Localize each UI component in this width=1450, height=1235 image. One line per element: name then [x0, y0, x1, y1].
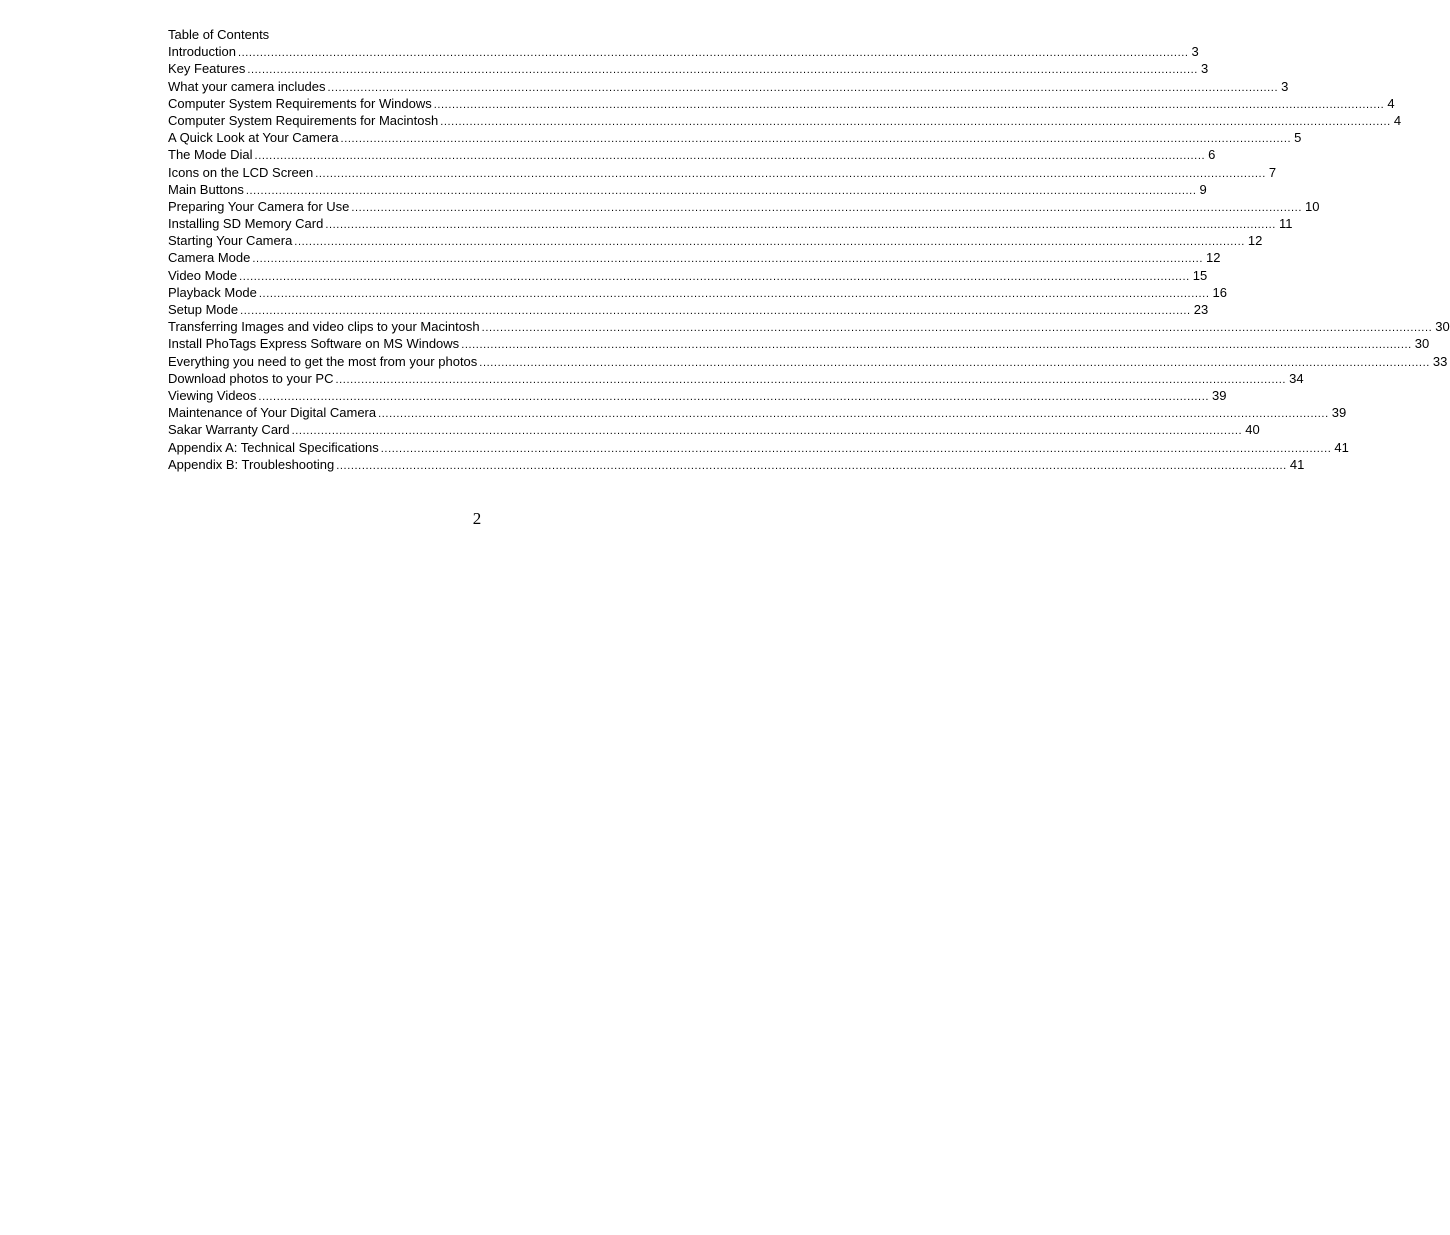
toc-entry[interactable]	[168, 318, 1450, 335]
toc-entry[interactable]	[168, 112, 1402, 129]
dot-leader: ....................................................................................................................................................................................................................................................................	[252, 253, 1203, 266]
toc-entry-label: Camera Mode	[168, 250, 251, 266]
toc-entry-page: 41	[1334, 439, 1349, 455]
toc-entry-page: 39	[1212, 387, 1227, 403]
dot-leader: ....................................................................................................................................................................................................................................................................	[335, 373, 1287, 386]
toc-entry-label: Maintenance of Your Digital Camera	[168, 405, 377, 421]
dot-leader: ....................................................................................................................................................................................................................................................................	[440, 115, 1391, 128]
toc-entry-label: Icons on the LCD Screen	[168, 164, 314, 180]
dot-leader: ....................................................................................................................................................................................................................................................................	[237, 47, 1189, 60]
toc-entry-label: The Mode Dial	[168, 147, 253, 163]
dot-leader: ....................................................................................................................................................................................................................................................................	[340, 133, 1292, 146]
toc-entry-label: Everything you need to get the most from your photos	[168, 353, 478, 369]
dot-leader: ....................................................................................................................................................................................................................................................................	[327, 81, 1279, 94]
toc-entry-label: Appendix B: Troubleshooting	[168, 456, 335, 472]
toc-entry-label: Video Mode	[168, 267, 238, 283]
toc-entry[interactable]	[168, 404, 1347, 421]
toc-entry[interactable]	[168, 249, 1221, 266]
table-of-contents	[168, 26, 1450, 473]
toc-entry-page: 41	[1289, 456, 1305, 472]
dot-leader: ....................................................................................................................................................................................................................................................................	[336, 459, 1287, 472]
toc-entry-label: Computer System Requirements for Windows	[168, 95, 432, 111]
toc-entry-page: 34	[1289, 370, 1304, 386]
dot-leader: ....................................................................................................................................................................................................................................................................	[240, 305, 1191, 317]
dot-leader: ....................................................................................................................................................................................................................................................................	[239, 270, 1190, 283]
toc-entry[interactable]	[168, 370, 1304, 387]
toc-entry-page: 12	[1247, 233, 1263, 249]
toc-entry[interactable]	[168, 164, 1277, 181]
toc-entry-label: Setup Mode	[168, 302, 239, 317]
toc-entry-label: Introduction	[168, 44, 236, 60]
toc-entry-label: What your camera includes	[168, 78, 326, 94]
toc-entry-label: Installing SD Memory Card	[168, 216, 324, 232]
toc-title: Table of Contents	[168, 27, 270, 42]
toc-entry-page: 4	[1393, 112, 1402, 128]
toc-entry[interactable]	[168, 421, 1260, 438]
toc-entry-page: 5	[1294, 130, 1302, 146]
toc-entry-label: Viewing Videos	[168, 387, 257, 403]
toc-entry-page: 23	[1193, 302, 1209, 317]
dot-leader: ....................................................................................................................................................................................................................................................................	[294, 236, 1245, 249]
dot-leader: ....................................................................................................................................................................................................................................................................	[245, 184, 1197, 197]
toc-entry[interactable]	[168, 456, 1305, 473]
toc-entry-page: 3	[1200, 61, 1209, 77]
toc-entry[interactable]	[168, 232, 1263, 249]
dot-leader: ....................................................................................................................................................................................................................................................................	[258, 287, 1210, 300]
dot-leader: ....................................................................................................................................................................................................................................................................	[247, 64, 1198, 77]
toc-entry-page: 16	[1212, 284, 1227, 300]
toc-entry[interactable]	[168, 387, 1227, 404]
dot-leader: ....................................................................................................................................................................................................................................................................	[479, 356, 1430, 369]
toc-entry-page: 39	[1331, 405, 1347, 421]
toc-entry[interactable]	[168, 267, 1208, 284]
dot-leader: ....................................................................................................................................................................................................................................................................	[461, 339, 1412, 352]
dot-leader: ....................................................................................................................................................................................................................................................................	[291, 425, 1243, 438]
dot-leader: ....................................................................................................................................................................................................................................................................	[481, 322, 1433, 335]
toc-entry[interactable]	[168, 146, 1216, 163]
toc-entry[interactable]	[168, 43, 1199, 60]
toc-list	[168, 43, 1450, 473]
toc-entry-label: Main Buttons	[168, 181, 244, 197]
toc-entry-page: 15	[1192, 267, 1208, 283]
toc-entry-label: Appendix A: Technical Specifications	[168, 439, 379, 455]
toc-entry-page: 33	[1432, 353, 1448, 369]
toc-entry[interactable]	[168, 335, 1430, 352]
toc-entry[interactable]	[168, 215, 1293, 232]
dot-leader: ....................................................................................................................................................................................................................................................................	[433, 98, 1385, 111]
toc-entry-page: 11	[1278, 216, 1293, 232]
toc-entry-label: Playback Mode	[168, 284, 257, 300]
toc-entry-label: Computer System Requirements for Macintosh	[168, 112, 439, 128]
toc-entry-page: 40	[1245, 422, 1260, 438]
toc-entry-page: 4	[1387, 95, 1395, 111]
toc-entry-label: Install PhoTags Express Software on MS Windows	[168, 336, 460, 352]
dot-leader: ....................................................................................................................................................................................................................................................................	[254, 150, 1206, 163]
toc-entry[interactable]	[168, 95, 1395, 112]
toc-entry-label: A Quick Look at Your Camera	[168, 130, 339, 146]
toc-entry[interactable]	[168, 353, 1448, 370]
dot-leader: ....................................................................................................................................................................................................................................................................	[380, 442, 1332, 455]
page-number: 2	[472, 509, 482, 528]
toc-entry[interactable]	[168, 78, 1289, 95]
toc-entry[interactable]	[168, 60, 1209, 77]
toc-entry-label: Sakar Warranty Card	[168, 422, 290, 438]
toc-entry[interactable]	[168, 129, 1302, 146]
dot-leader: ....................................................................................................................................................................................................................................................................	[378, 408, 1329, 421]
toc-entry-label: Transferring Images and video clips to your Macintosh	[168, 319, 480, 335]
toc-entry[interactable]	[168, 198, 1320, 215]
toc-entry-page: 10	[1304, 198, 1320, 214]
toc-entry[interactable]	[168, 439, 1349, 456]
toc-entry-label: Preparing Your Camera for Use	[168, 198, 350, 214]
toc-entry-page: 12	[1205, 250, 1221, 266]
toc-entry-page: 30	[1435, 319, 1450, 335]
toc-entry-page: 3	[1191, 44, 1199, 60]
toc-entry[interactable]	[168, 181, 1207, 198]
toc-entry-page: 9	[1199, 181, 1207, 197]
toc-entry-label: Download photos to your PC	[168, 370, 334, 386]
toc-entry[interactable]	[168, 284, 1227, 301]
toc-entry-page: 7	[1268, 164, 1277, 180]
dot-leader: ....................................................................................................................................................................................................................................................................	[315, 167, 1266, 180]
dot-leader: ....................................................................................................................................................................................................................................................................	[258, 390, 1210, 403]
dot-leader: ....................................................................................................................................................................................................................................................................	[325, 219, 1276, 232]
toc-entry-label: Key Features	[168, 61, 246, 77]
dot-leader: ....................................................................................................................................................................................................................................................................	[351, 201, 1302, 214]
toc-entry-page: 3	[1281, 78, 1289, 94]
toc-entry-label: Starting Your Camera	[168, 233, 293, 249]
toc-entry[interactable]	[168, 301, 1209, 318]
toc-entry-page: 6	[1208, 147, 1216, 163]
toc-entry-page: 30	[1414, 336, 1430, 352]
